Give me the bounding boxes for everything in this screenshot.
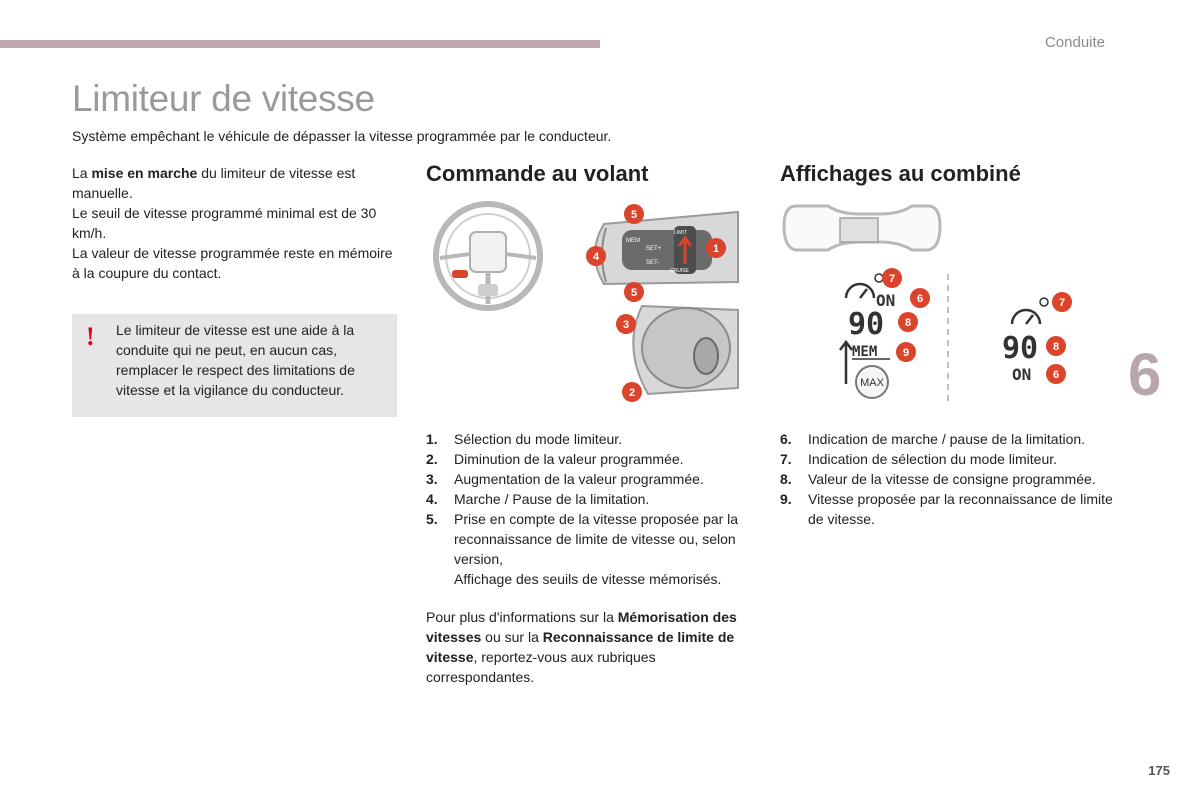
- warning-icon: !: [86, 322, 95, 351]
- warning-box: [72, 314, 397, 417]
- intro-paragraph-1: [72, 163, 397, 203]
- badge-6-left: [910, 288, 930, 308]
- svg-text:6: 6: [916, 293, 924, 305]
- badge-6-right: [1046, 364, 1066, 384]
- list-item: 7. Indication de sélection du mode limiteur.: [780, 451, 1058, 467]
- display-speed-right: 90: [1002, 331, 1039, 366]
- svg-text:7: 7: [1058, 297, 1066, 309]
- intro-p1-pre: La: [72, 165, 92, 181]
- svg-text:MEM: MEM: [626, 238, 640, 244]
- svg-text:5: 5: [630, 209, 638, 221]
- display-on-left: ON: [876, 291, 896, 310]
- list-item: 1. Sélection du mode limiteur.: [426, 431, 623, 447]
- svg-text:5: 5: [630, 287, 638, 299]
- stalk-end-icon: [633, 306, 738, 394]
- display-mem-left: MEM: [852, 344, 878, 360]
- svg-text:6: 6: [1052, 369, 1060, 381]
- intro-p1-post: du limiteur de vitesse est manuelle.: [72, 165, 356, 201]
- svg-text:3: 3: [622, 319, 630, 331]
- chapter-number: 6: [1128, 341, 1162, 408]
- heading-commande-volant: Commande au volant: [426, 161, 649, 186]
- badge-7-left: [882, 268, 902, 288]
- intro-p1-bold: mise en marche: [91, 165, 198, 181]
- svg-text:2: 2: [628, 387, 636, 399]
- list-item: 3. Augmentation de la valeur programmée.: [426, 471, 704, 487]
- svg-text:SET+: SET+: [646, 246, 662, 252]
- heading-affichages-combine: Affichages au combiné: [780, 161, 1021, 186]
- list-item: 8. Valeur de la vitesse de consigne programmée.: [780, 471, 1096, 487]
- intro-paragraph-3: La valeur de vitesse programmée reste en mémoire à la coupure du contact.: [72, 245, 393, 281]
- svg-text:8: 8: [904, 317, 912, 329]
- badge-5-top: [624, 204, 644, 224]
- warning-text: Le limiteur de vitesse est une aide à la conduite qui ne peut, en aucun cas, remplacer le respect des limitations de vitesse et la vigilance du conducteur.: [116, 322, 355, 398]
- svg-text:7: 7: [888, 273, 896, 285]
- steering-wheel-icon: [436, 204, 540, 308]
- svg-text:CRUISE: CRUISE: [670, 268, 689, 274]
- header-accent-bar: [0, 40, 600, 48]
- list-item: 2. Diminution de la valeur programmée.: [426, 451, 684, 467]
- list-commande-volant: [426, 429, 756, 589]
- cluster-outline-icon: [784, 206, 940, 250]
- svg-text:9: 9: [902, 347, 910, 359]
- badge-8-right: [1046, 336, 1066, 356]
- svg-text:1: 1: [712, 243, 720, 255]
- badge-4: [586, 246, 606, 266]
- page-title: Limiteur de vitesse: [72, 78, 375, 119]
- list-item: 5. Prise en compte de la vitesse proposée par la reconnaissance de limite de vitesse ou, selon version, Affichage des seuils de vitesse mémorisés.: [426, 511, 739, 587]
- speedometer-icon-right: [1012, 298, 1048, 324]
- badge-5-bottom: [624, 282, 644, 302]
- svg-text:SET-: SET-: [646, 260, 660, 266]
- cluster-display-illustration: [780, 198, 1110, 410]
- badge-1: [706, 238, 726, 258]
- svg-text:4: 4: [592, 251, 600, 263]
- section-name: Conduite: [1044, 34, 1105, 51]
- page-subtitle: Système empêchant le véhicule de dépasser la vitesse programmée par le conducteur.: [72, 128, 612, 144]
- display-on-right: ON: [1012, 365, 1032, 384]
- display-max-left: MAX: [860, 377, 884, 389]
- badge-7-right: [1052, 292, 1072, 312]
- intro-text: [72, 163, 397, 283]
- badge-9-left: [896, 342, 916, 362]
- list-item: 9. Vitesse proposée par la reconnaissance de limite de vitesse.: [780, 491, 1113, 527]
- page-number: 175: [1148, 763, 1170, 778]
- badge-3: [616, 314, 636, 334]
- badge-8-left: [898, 312, 918, 332]
- intro-paragraph-2: Le seuil de vitesse programmé minimal est de 30 km/h.: [72, 205, 377, 241]
- svg-text:8: 8: [1052, 341, 1060, 353]
- list-item: 6. Indication de marche / pause de la limitation.: [780, 431, 1086, 447]
- svg-text:LIMIT: LIMIT: [674, 230, 687, 236]
- list-affichages-combine: [780, 429, 1115, 529]
- display-speed-left: 90: [848, 307, 885, 342]
- list-item: 4. Marche / Pause de la limitation.: [426, 491, 650, 507]
- more-info-paragraph: Pour plus d'informations sur la Mémorisation des vitesses ou sur la Reconnaissance de limite de vitesse, reportez-vous aux rubriques correspondantes.: [426, 609, 737, 685]
- steering-control-illustration: [426, 198, 756, 408]
- badge-2: [622, 382, 642, 402]
